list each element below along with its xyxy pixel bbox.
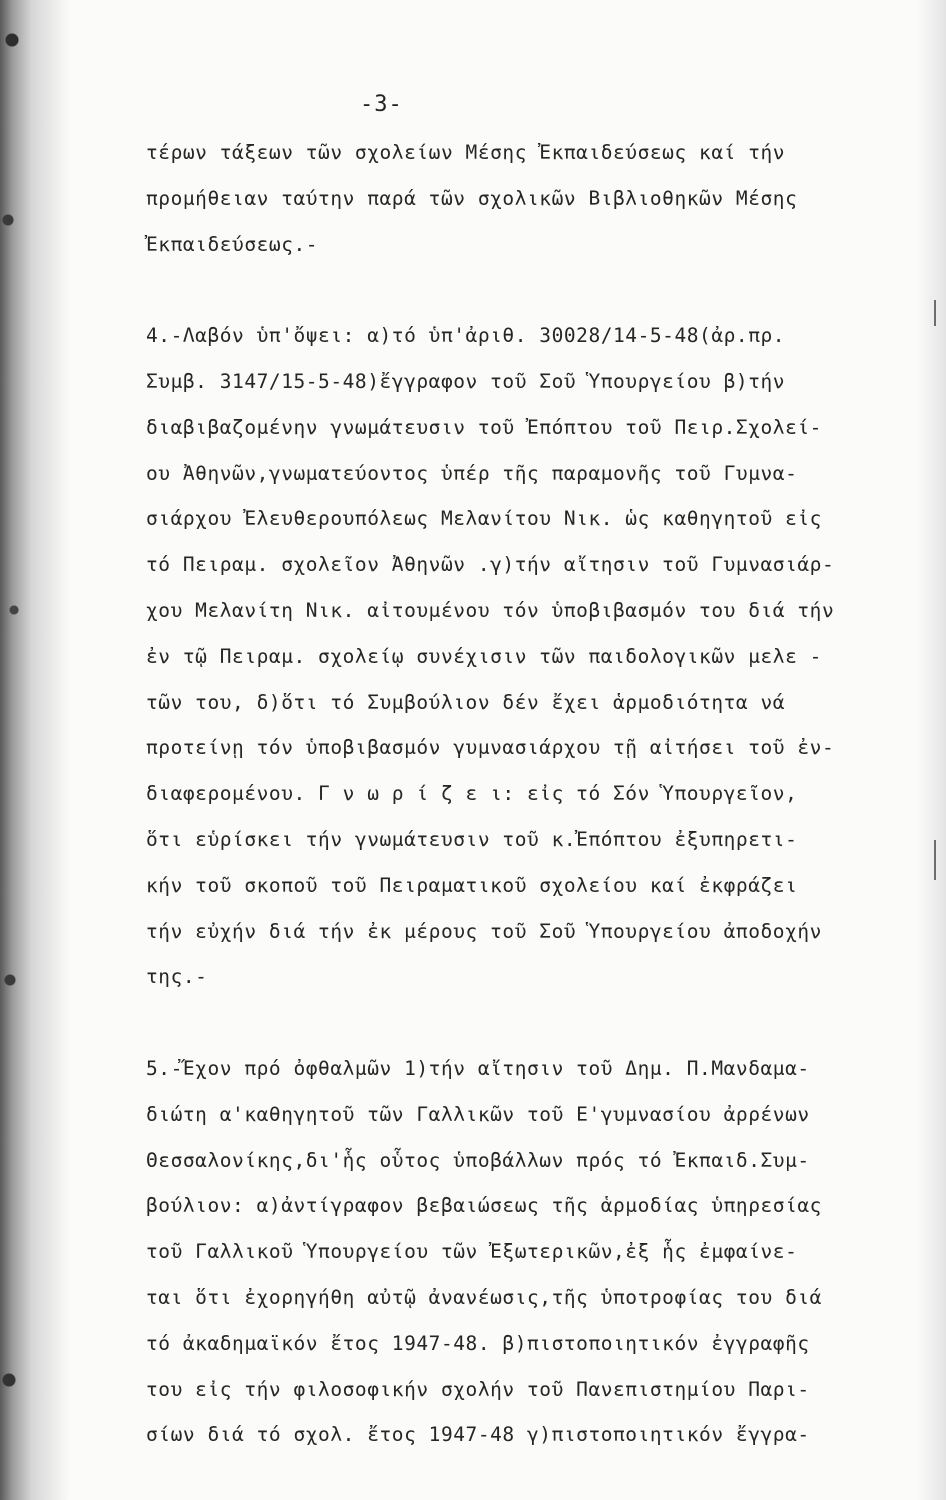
text-line: ου Ἀθηνῶν,γνωματεύοντος ὑπέρ τῆς παραμονῆς τοῦ Γυμνα- (146, 461, 798, 485)
paragraph-gap (146, 267, 926, 313)
text-line: τό Πειραμ. σχολεῖον Ἀθηνῶν .γ)τήν αἴτησιν τοῦ Γυμνασιάρ- (146, 553, 835, 577)
paragraph-gap (146, 1000, 926, 1046)
text-line: ἐν τῷ Πειραμ. σχολείῳ συνέχισιν τῶν παιδολογικῶν μελε - (146, 644, 822, 668)
paragraph-item-5 (146, 1046, 926, 1458)
text-line: 4.-Λαβόν ὑπ'ὄψει: α)τό ὑπ'ἀριθ. 30028/14-5-48(ἀρ.πρ. (146, 324, 786, 348)
text-line: Συμβ. 3147/15-5-48)ἔγγραφον τοῦ Σοῦ Ὑπουργείου β)τήν (146, 369, 786, 393)
text-line: τῶν του, δ)ὅτι τό Συμβούλιον δέν ἔχει ἁρμοδιότητα νά (146, 690, 786, 714)
text-line: τήν εὐχήν διά τήν ἐκ μέρους τοῦ Σοῦ Ὑπουργείου ἀποδοχήν (146, 919, 822, 943)
paragraph-1 (146, 130, 926, 267)
text-line: διαβιβαζομένην γνωμάτευσιν τοῦ Ἐπόπτου τοῦ Πειρ.Σχολεί- (146, 415, 822, 439)
text-line: Θεσσαλονίκης,δι'ἧς οὗτος ὑποβάλλων πρός τό Ἐκπαιδ.Συμ- (146, 1148, 810, 1172)
text-line: προμήθειαν ταύτην παρά τῶν σχολικῶν Βιβλιοθηκῶν Μέσης (146, 186, 798, 210)
text-line: χου Μελανίτη Νικ. αἰτουμένου τόν ὑποβιβασμόν του διά τήν (146, 598, 835, 622)
paragraph-item-4 (146, 313, 926, 1000)
text-line: διώτη α'καθηγητοῦ τῶν Γαλλικῶν τοῦ Ε'γυμνασίου ἀρρένων (146, 1102, 810, 1126)
text-line: του εἰς τήν φιλοσοφικήν σχολήν τοῦ Πανεπιστημίου Παρι- (146, 1377, 810, 1401)
text-line: διαφερομένου. Γ ν ω ρ ί ζ ε ι: εἰς τό Σόν Ὑπουργεῖον, (146, 782, 798, 806)
text-line: 5.-Ἔχον πρό ὀφθαλμῶν 1)τήν αἴτησιν τοῦ Δημ. Π.Μανδαμα- (146, 1056, 810, 1080)
document-body (146, 130, 926, 1458)
page-number: -3- (360, 92, 403, 117)
binding-specks (0, 0, 40, 1500)
text-line: τέρων τάξεων τῶν σχολείων Μέσης Ἐκπαιδεύσεως καί τήν (146, 141, 786, 164)
text-line: βούλιον: α)ἀντίγραφον βεβαιώσεως τῆς ἁρμοδίας ὑπηρεσίας (146, 1194, 822, 1218)
text-line: της.- (146, 965, 208, 989)
text-line: ται ὅτι ἐχορηγήθη αὐτῷ ἀνανέωσις,τῆς ὑποτροφίας του διά (146, 1285, 822, 1309)
margin-tick (934, 840, 936, 880)
margin-tick (934, 300, 936, 326)
text-line: ὅτι εὑρίσκει τήν γνωμάτευσιν τοῦ κ.Ἐπόπτου ἐξυπηρετι- (146, 827, 798, 851)
text-line: προτείνῃ τόν ὑποβιβασμόν γυμνασιάρχου τῇ αἰτήσει τοῦ ἐν- (146, 736, 835, 760)
text-line: τοῦ Γαλλικοῦ Ὑπουργείου τῶν Ἐξωτερικῶν,ἐξ ἧς ἐμφαίνε- (146, 1240, 798, 1264)
text-line: κήν τοῦ σκοποῦ τοῦ Πειραματικοῦ σχολείου καί ἐκφράζει (146, 873, 798, 897)
text-line: τό ἀκαδημαϊκόν ἔτος 1947-48. β)πιστοποιητικόν ἐγγραφῆς (146, 1331, 810, 1355)
text-line: σίων διά τό σχολ. ἔτος 1947-48 γ)πιστοποιητικόν ἔγγρα- (146, 1423, 810, 1447)
text-line: σιάρχου Ἐλευθερουπόλεως Μελανίτου Νικ. ὡς καθηγητοῦ εἰς (146, 507, 822, 531)
text-line: Ἐκπαιδεύσεως.- (146, 232, 319, 256)
